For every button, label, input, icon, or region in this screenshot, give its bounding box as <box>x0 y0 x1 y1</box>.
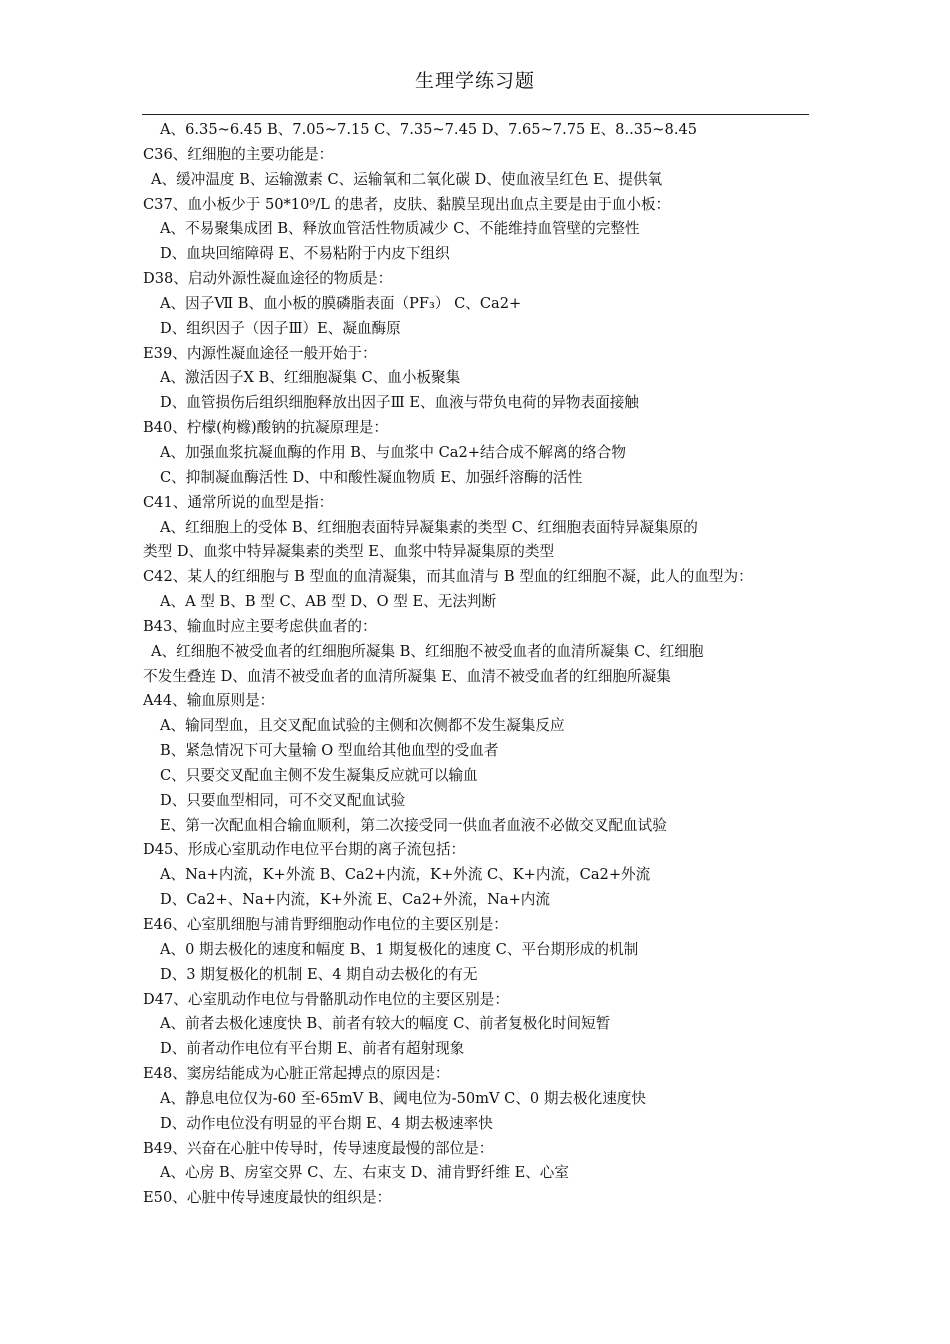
option-line: A、Na+内流，K+外流 B、Ca2+内流，K+外流 C、K+内流，Ca2+外流 <box>160 866 651 884</box>
question-line: C36、红细胞的主要功能是： <box>143 145 334 163</box>
option-line: D、组织因子（因子Ⅲ）E、凝血酶原 <box>160 319 401 337</box>
option-line: A、前者去极化速度快 B、前者有较大的幅度 C、前者复极化时间短暂 <box>160 1015 611 1033</box>
option-line: A、A 型 B、B 型 C、AB 型 D、O 型 E、无法判断 <box>160 593 497 611</box>
option-line: A、静息电位仅为-60 至-65mV B、阈电位为-50mV C、0 期去极化速度快 <box>160 1089 646 1107</box>
option-line: A、红细胞上的受体 B、红细胞表面特异凝集素的类型 C、红细胞表面特异凝集原的 <box>160 518 698 536</box>
option-line: D、3 期复极化的机制 E、4 期自动去极化的有无 <box>160 965 478 983</box>
question-line: A44、输血原则是： <box>143 692 275 710</box>
option-line: A、不易聚集成团 B、释放血管活性物质减少 C、不能维持血管壁的完整性 <box>160 220 640 238</box>
option-line: A、缓冲温度 B、运输激素 C、运输氧和二氧化碳 D、使血液呈红色 E、提供氧 <box>151 170 663 188</box>
option-line: D、只要血型相同，可不交叉配血试验 <box>160 791 406 809</box>
option-line: A、加强血浆抗凝血酶的作用 B、与血浆中 Ca2+结合成不解离的络合物 <box>160 443 626 461</box>
option-line: D、动作电位没有明显的平台期 E、4 期去极速率快 <box>160 1114 493 1132</box>
option-line: D、血管损伤后组织细胞释放出因子Ⅲ E、血液与带负电荷的异物表面接触 <box>160 394 639 412</box>
question-line: 类型 D、血浆中特异凝集素的类型 E、血浆中特异凝集原的类型 <box>143 543 555 561</box>
page-title: 生理学练习题 <box>414 70 535 92</box>
question-line: E48、窦房结能成为心脏正常起搏点的原因是： <box>143 1065 450 1083</box>
option-line: B、紧急情况下可大量输 O 型血给其他血型的受血者 <box>160 742 499 760</box>
question-line: E39、内源性凝血途径一般开始于： <box>143 344 377 362</box>
option-line: A、6.35~6.45 B、7.05~7.15 C、7.35~7.45 D、7.65~7.75 E、8..35~8.45 <box>160 121 698 138</box>
option-line: E、第一次配血相合输血顺利，第二次接受同一供血者血液不必做交叉配血试验 <box>160 816 667 834</box>
option-line: D、血块回缩障碍 E、不易粘附于内皮下组织 <box>160 245 450 263</box>
option-line: A、红细胞不被受血者的红细胞所凝集 B、红细胞不被受血者的血清所凝集 C、红细胞 <box>151 642 704 660</box>
option-line: A、输同型血，且交叉配血试验的主侧和次侧都不发生凝集反应 <box>160 717 565 735</box>
question-line: B49、兴奋在心脏中传导时，传导速度最慢的部位是： <box>143 1139 494 1157</box>
option-line: D、前者动作电位有平台期 E、前者有超射现象 <box>160 1040 465 1058</box>
question-line: E46、心室肌细胞与浦肯野细胞动作电位的主要区别是： <box>143 916 508 933</box>
question-line: 不发生叠连 D、血清不被受血者的血清所凝集 E、血清不被受血者的红细胞所凝集 <box>143 667 671 685</box>
question-line: C42、某人的红细胞与 B 型血的血清凝集，而其血清与 B 型血的红细胞不凝，此人的血型为： <box>143 568 753 586</box>
question-list <box>143 118 815 1211</box>
option-line: A、因子Ⅶ B、血小板的膜磷脂表面（PF₃） C、Ca2+ <box>160 294 522 312</box>
question-line: C37、血小板少于 50*10⁹/L 的患者，皮肤、黏膜呈现出血点主要是由于血小板： <box>143 195 671 213</box>
option-line: D、Ca2+、Na+内流，K+外流 E、Ca2+外流，Na+内流 <box>160 891 550 909</box>
option-line: A、激活因子Ⅹ B、红细胞凝集 C、血小板聚集 <box>160 369 461 387</box>
question-line: B43、输血时应主要考虑供血者的： <box>143 617 377 635</box>
question-line: D47、心室肌动作电位与骨骼肌动作电位的主要区别是： <box>143 990 509 1008</box>
question-line: D45、形成心室肌动作电位平台期的离子流包括： <box>143 841 466 859</box>
option-line: A、0 期去极化的速度和幅度 B、1 期复极化的速度 C、平台期形成的机制 <box>160 940 639 958</box>
header-divider <box>142 114 809 115</box>
option-line: C、只要交叉配血主侧不发生凝集反应就可以输血 <box>160 766 478 784</box>
question-line: C41、通常所说的血型是指： <box>143 493 334 511</box>
question-line: E50、心脏中传导速度最快的组织是： <box>143 1189 392 1207</box>
question-line: B40、柠檬(枸橼)酸钠的抗凝原理是： <box>143 419 388 437</box>
question-line: D38、启动外源性凝血途径的物质是： <box>143 270 393 288</box>
option-line: C、抑制凝血酶活性 D、中和酸性凝血物质 E、加强纤溶酶的活性 <box>160 468 583 486</box>
option-line: A、心房 B、房室交界 C、左、右束支 D、浦肯野纤维 E、心室 <box>160 1164 569 1182</box>
